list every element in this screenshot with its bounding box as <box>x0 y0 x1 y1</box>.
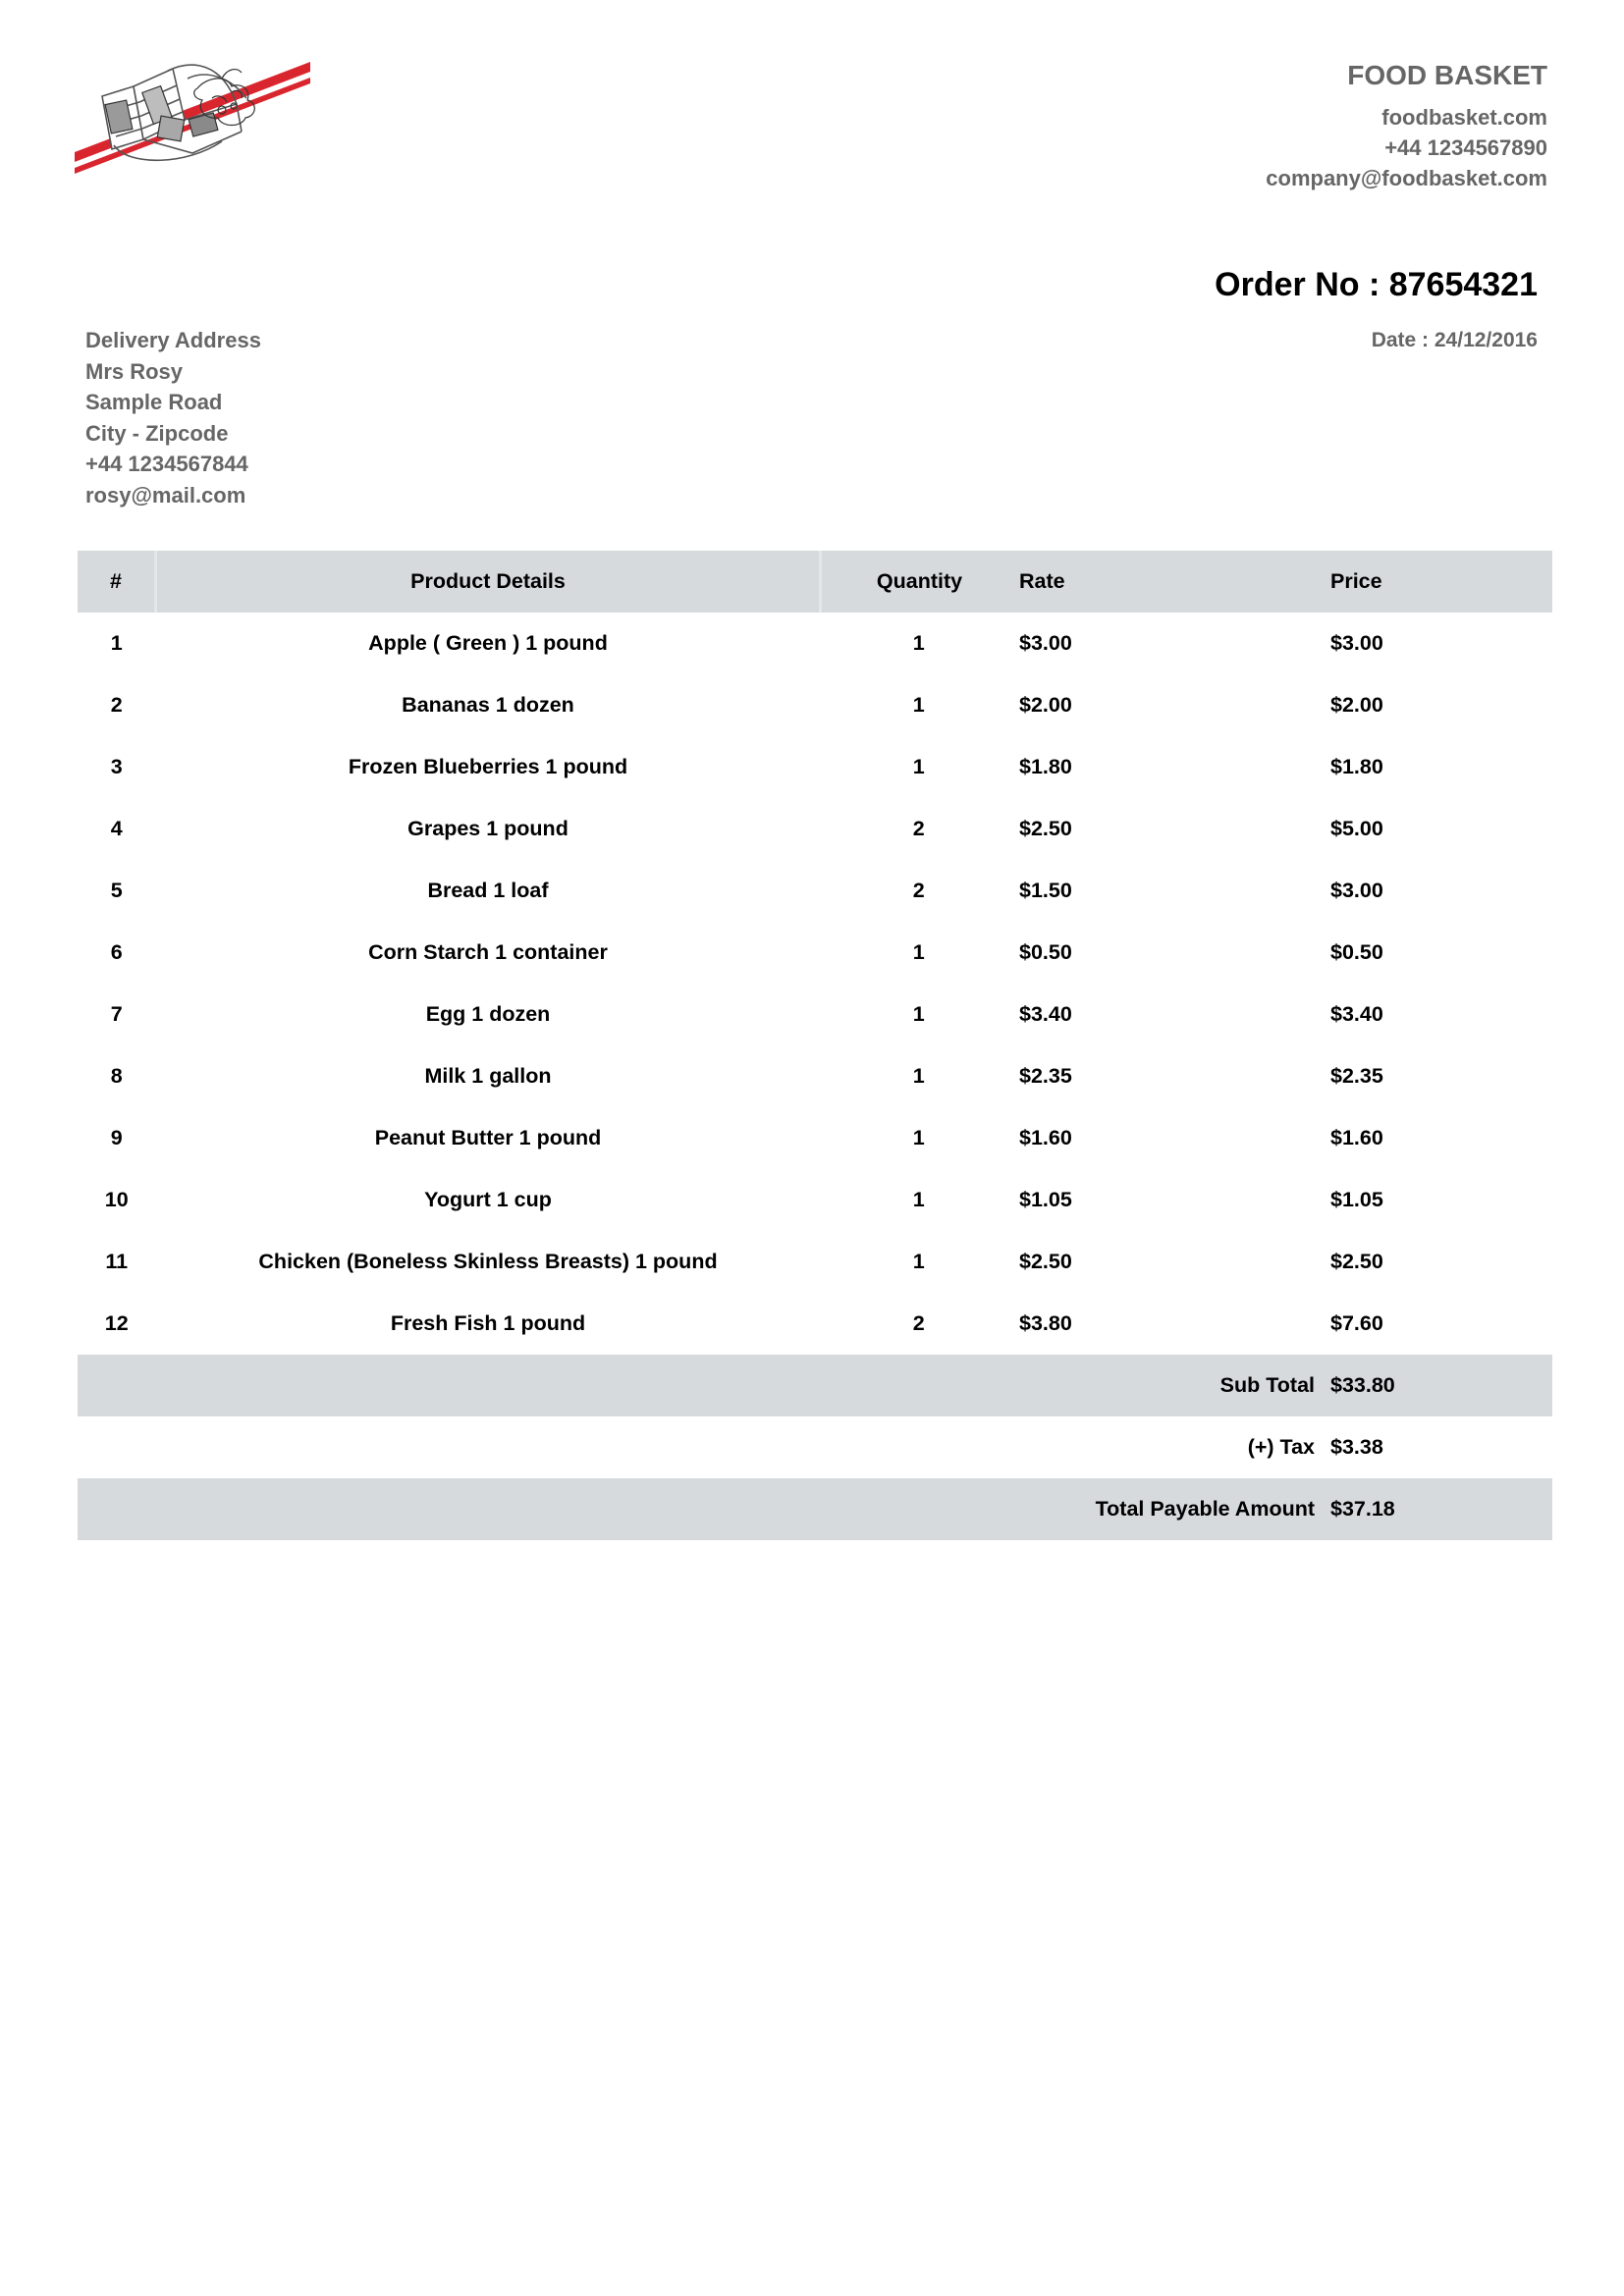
row-rate: $2.50 <box>1019 1250 1072 1273</box>
row-rate: $2.00 <box>1019 693 1072 717</box>
row-quantity: 1 <box>912 755 925 778</box>
row-rate: $0.50 <box>1019 940 1072 964</box>
table-row <box>78 860 1552 922</box>
table-row <box>78 613 1552 674</box>
order-number: Order No : 87654321 <box>1215 266 1538 303</box>
row-price-value: $2.50 <box>1330 1250 1383 1273</box>
delivery-city: City - Zipcode <box>85 420 229 446</box>
table-row <box>78 674 1552 736</box>
total-row <box>78 1478 1552 1540</box>
company-website: foodbasket.com <box>1381 105 1547 130</box>
table-header-row <box>78 551 1552 613</box>
header-num: # <box>78 551 156 613</box>
row-product: Frozen Blueberries 1 pound <box>348 755 628 778</box>
row-price <box>1330 1169 1552 1231</box>
row-product: Yogurt 1 cup <box>424 1188 552 1211</box>
row-quantity: 1 <box>912 693 925 717</box>
row-product: Fresh Fish 1 pound <box>390 1311 586 1335</box>
row-price <box>1330 1107 1552 1169</box>
row-price-value: $3.40 <box>1330 1002 1383 1026</box>
row-num: 5 <box>110 879 123 902</box>
row-quantity: 2 <box>912 879 925 902</box>
row-rate: $2.50 <box>1019 817 1072 840</box>
row-num: 2 <box>110 693 123 717</box>
row-price-value: $7.60 <box>1330 1311 1383 1335</box>
table-row <box>78 1169 1552 1231</box>
row-num: 11 <box>105 1250 129 1273</box>
row-num: 10 <box>104 1188 129 1211</box>
row-rate: $3.80 <box>1019 1311 1072 1335</box>
row-price <box>1330 613 1552 674</box>
row-num: 12 <box>104 1311 129 1335</box>
row-product: Grapes 1 pound <box>407 817 568 840</box>
row-price <box>1330 674 1552 736</box>
table-row <box>78 1231 1552 1293</box>
table-row <box>78 1045 1552 1107</box>
row-price-value: $1.80 <box>1330 755 1383 778</box>
row-price <box>1330 798 1552 860</box>
order-date: Date : 24/12/2016 <box>1371 329 1538 351</box>
company-name: FOOD BASKET <box>1347 60 1547 90</box>
row-product: Apple ( Green ) 1 pound <box>368 631 608 655</box>
row-num: 9 <box>110 1126 123 1149</box>
row-rate: $1.60 <box>1019 1126 1072 1149</box>
tax-label: (+) Tax <box>1247 1435 1315 1459</box>
delivery-heading: Delivery Address <box>85 328 261 352</box>
row-product: Milk 1 gallon <box>424 1064 552 1088</box>
subtotal-value: $33.80 <box>1330 1355 1552 1416</box>
row-quantity: 1 <box>912 1250 925 1273</box>
table-row <box>78 1293 1552 1355</box>
basket-logo-icon <box>75 59 315 175</box>
table-row <box>78 1107 1552 1169</box>
row-num: 3 <box>110 755 123 778</box>
row-product: Bread 1 loaf <box>427 879 549 902</box>
row-rate: $1.50 <box>1019 879 1072 902</box>
company-info <box>1266 57 1547 193</box>
row-price-value: $0.50 <box>1330 940 1383 964</box>
row-price <box>1330 1231 1552 1293</box>
row-rate: $1.05 <box>1019 1188 1072 1211</box>
tax-row <box>78 1416 1552 1478</box>
table-row <box>78 798 1552 860</box>
table-row <box>78 984 1552 1045</box>
row-price <box>1330 984 1552 1045</box>
total-label: Total Payable Amount <box>78 1478 1330 1540</box>
table-row <box>78 922 1552 984</box>
row-quantity: 1 <box>912 1188 925 1211</box>
row-quantity: 1 <box>912 940 925 964</box>
row-num: 1 <box>110 631 123 655</box>
row-product: Bananas 1 dozen <box>402 693 574 717</box>
tax-value: $3.38 <box>1330 1435 1383 1459</box>
delivery-name: Mrs Rosy <box>85 358 184 384</box>
row-product: Corn Starch 1 container <box>368 940 608 964</box>
company-email: company@foodbasket.com <box>1266 166 1547 190</box>
row-price <box>1330 922 1552 984</box>
header-price <box>1330 551 1552 613</box>
row-quantity: 2 <box>912 1311 925 1335</box>
row-quantity: 2 <box>912 817 925 840</box>
row-num: 6 <box>110 940 123 964</box>
row-price-value: $2.35 <box>1330 1064 1383 1088</box>
row-quantity: 1 <box>912 631 925 655</box>
row-num: 7 <box>110 1002 123 1026</box>
delivery-street: Sample Road <box>85 390 223 415</box>
row-product: Egg 1 dozen <box>425 1002 551 1026</box>
header-rate: Rate <box>1017 551 1330 613</box>
row-product: Chicken (Boneless Skinless Breasts) 1 pound <box>258 1250 718 1273</box>
company-phone: +44 1234567890 <box>1384 135 1547 160</box>
row-rate: $3.40 <box>1019 1002 1072 1026</box>
row-price-value: $5.00 <box>1330 817 1383 840</box>
row-price-value: $1.05 <box>1330 1188 1383 1211</box>
header-quantity: Quantity <box>821 551 1018 613</box>
header-price-label: Price <box>1330 569 1382 593</box>
total-value: $37.18 <box>1330 1478 1552 1540</box>
row-quantity: 1 <box>912 1126 925 1149</box>
row-rate: $2.35 <box>1019 1064 1072 1088</box>
row-rate: $1.80 <box>1019 755 1072 778</box>
row-price-value: $3.00 <box>1330 879 1383 902</box>
row-price-value: $2.00 <box>1330 693 1383 717</box>
row-quantity: 1 <box>912 1002 925 1026</box>
delivery-phone: +44 1234567844 <box>85 452 248 477</box>
header-product: Product Details <box>156 551 821 613</box>
subtotal-row <box>78 1355 1552 1416</box>
table-row <box>78 736 1552 798</box>
row-num: 4 <box>110 817 123 840</box>
row-product: Peanut Butter 1 pound <box>374 1126 602 1149</box>
row-price-value: $1.60 <box>1330 1126 1383 1149</box>
row-quantity: 1 <box>912 1064 925 1088</box>
subtotal-label: Sub Total <box>78 1355 1330 1416</box>
row-rate: $3.00 <box>1019 631 1072 655</box>
delivery-address <box>85 325 261 511</box>
row-price <box>1330 736 1552 798</box>
row-price <box>1330 1045 1552 1107</box>
order-items-table <box>78 551 1552 1540</box>
row-price <box>1330 1293 1552 1355</box>
company-logo <box>75 59 315 175</box>
row-num: 8 <box>110 1064 123 1088</box>
row-price-value: $3.00 <box>1330 631 1383 655</box>
delivery-email: rosy@mail.com <box>85 482 246 507</box>
row-price <box>1330 860 1552 922</box>
